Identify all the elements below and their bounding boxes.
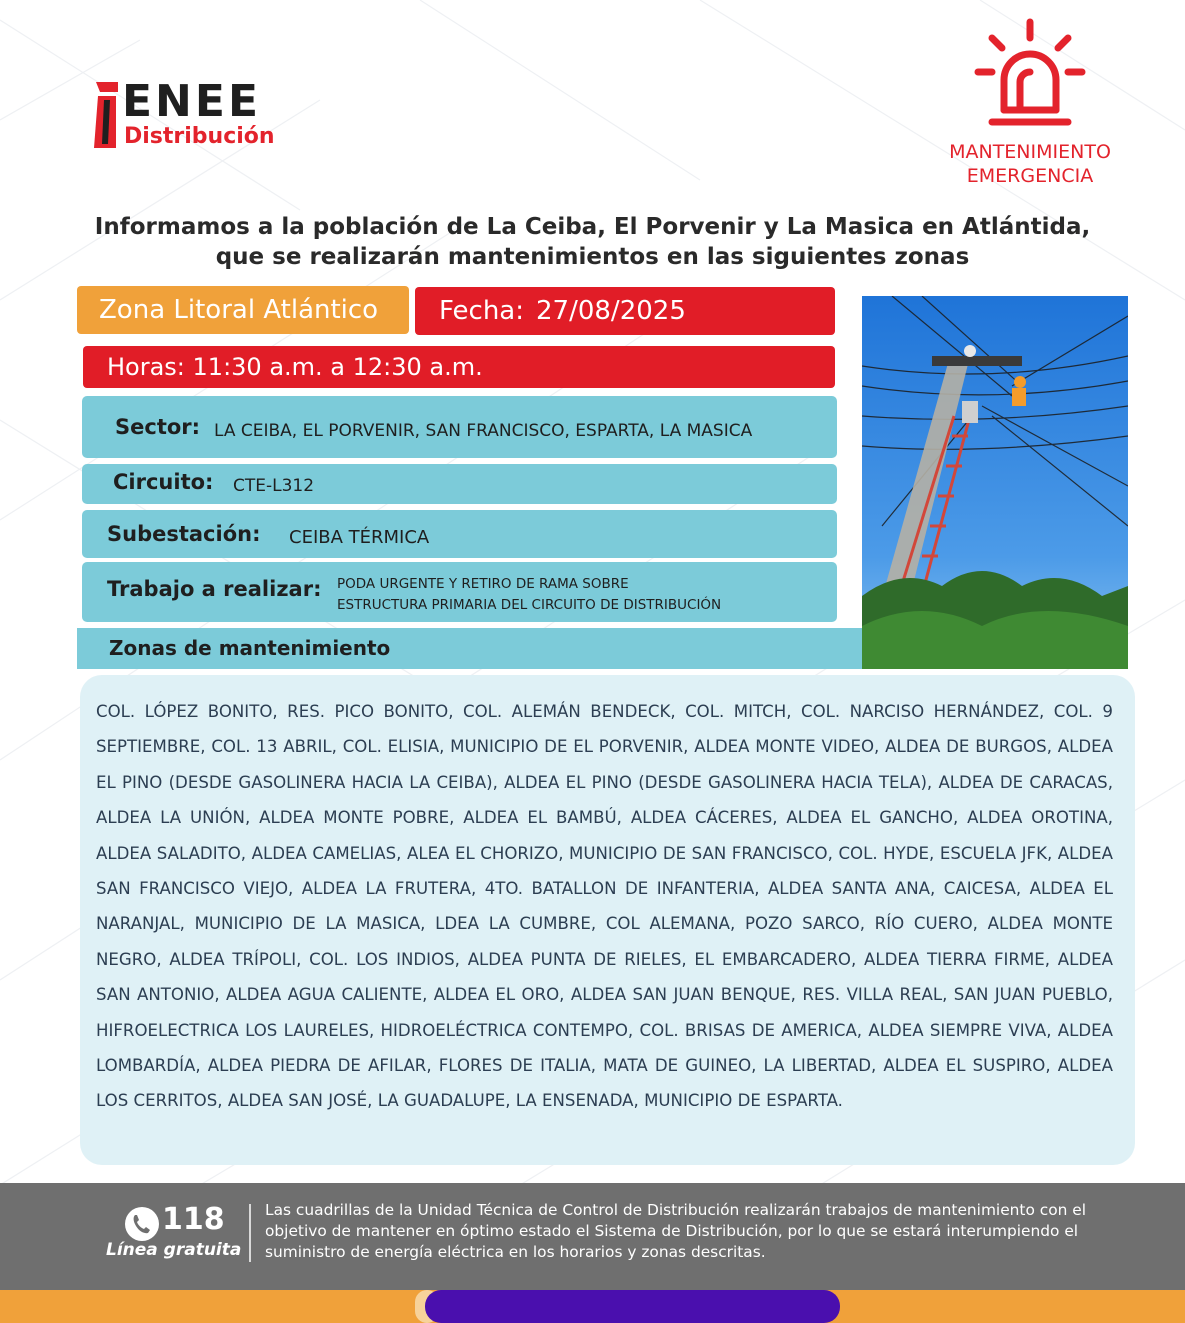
alarm-siren-icon	[970, 16, 1090, 132]
zonas-title: Zonas de mantenimiento	[77, 628, 862, 669]
headline-line2: que se realizarán mantenimientos en las siguientes zonas	[215, 244, 970, 270]
badge-line2: EMERGENCIA	[966, 165, 1094, 187]
trabajo-line1: PODA URGENTE Y RETIRO DE RAMA SOBRE	[337, 576, 629, 592]
subestacion-row	[82, 510, 837, 558]
trabajo-line2: ESTRUCTURA PRIMARIA DEL CIRCUITO DE DISTRIBUCIÓN	[337, 597, 722, 613]
fecha-pill	[415, 287, 835, 335]
horas-pill: Horas: 11:30 a.m. a 12:30 a.m.	[83, 346, 835, 388]
sector-value: LA CEIBA, EL PORVENIR, SAN FRANCISCO, ESPARTA, LA MASICA	[214, 421, 753, 441]
enee-logo	[92, 76, 322, 152]
badge-line1: MANTENIMIENTO	[949, 141, 1111, 163]
footer-text: Las cuadrillas de la Unidad Técnica de Control de Distribución realizarán trabajos de mantenimiento con el objetivo de mantener en óptimo estado el Sistema de Distribución, por lo que se estará interumpiendo el suministro de energía eléctrica en los horarios y zonas descritas.	[265, 1201, 1087, 1261]
phone-icon	[124, 1206, 160, 1242]
headline-line1: Informamos a la población de La Ceiba, El Porvenir y La Masica en Atlántida,	[94, 214, 1091, 240]
sector-row	[82, 396, 837, 458]
circuito-label: Circuito:	[113, 470, 214, 494]
phone-label: Línea gratuita	[106, 1240, 242, 1260]
enee-logo-mark	[92, 82, 118, 148]
logo-subtitle: Distribución	[124, 124, 275, 149]
phone-number: 118	[162, 1202, 225, 1237]
fecha-value: 27/08/2025	[536, 296, 686, 326]
subestacion-label: Subestación:	[107, 522, 261, 546]
fecha-label: Fecha:	[439, 296, 524, 326]
headline	[40, 212, 1145, 272]
zona-pill: Zona Litoral Atlántico	[77, 286, 409, 334]
sector-label: Sector:	[115, 415, 201, 439]
lineman-pole-photo	[862, 296, 1128, 669]
zonas-list: COL. LÓPEZ BONITO, RES. PICO BONITO, COL. ALEMÁN BENDECK, COL. MITCH, COL. NARCISO HERNÁNDEZ, COL. 9 SEPTIEMBRE, COL. 13 ABRIL, COL. ELISIA, MUNICIPIO DE EL PORVENIR, ALDEA MONTE VIDEO, ALDEA DE BURGOS, ALDEA EL PINO (DESDE GASOLINERA HACIA LA CEIBA), ALDEA EL PINO (DESDE GASOLINERA HACIA TELA), ALDEA DE CARACAS, ALDEA LA UNIÓN, ALDEA MONTE POBRE, ALDEA EL BAMBÚ, ALDEA CÁCERES, ALDEA EL GANCHO, ALDEA OROTINA, ALDEA SALADITO, ALDEA CAMELIAS, ALEA EL CHORIZO, MUNICIPIO DE SAN FRANCISCO, COL. HYDE, ESCUELA JFK, ALDEA SAN FRANCISCO VIEJO, ALDEA LA FRUTERA, 4TO. BATALLON DE INFANTERIA, ALDEA SANTA ANA, CAICESA, ALDEA EL NARANJAL, MUNICIPIO DE LA MASICA, LDEA LA CUMBRE, COL ALEMANA, POZO SARCO, RÍO CUERO, ALDEA MONTE NEGRO, ALDEA TRÍPOLI, COL. LOS INDIOS, ALDEA PUNTA DE RIELES, EL EMBARCADERO, ALDEA TIERRA FIRME, ALDEA SAN ANTONIO, ALDEA AGUA CALIENTE, ALDEA EL ORO, ALDEA SAN JUAN BENQUE, RES. VILLA REAL, SAN JUAN PUEBLO, HIFROELECTRICA LOS LAURELES, HIDROELÉCTRICA CONTEMPO, COL. BRISAS DE AMERICA, ALDEA SIEMPRE VIVA, ALDEA LOMBARDÍA, ALDEA PIEDRA DE AFILAR, FLORES DE ITALIA, MATA DE GUINEO, LA LIBERTAD, ALDEA EL SUSPIRO, ALDEA LOS CERRITOS, ALDEA SAN JOSÉ, LA GUADALUPE, LA ENSENADA, MUNICIPIO DE ESPARTA.	[96, 702, 1113, 1111]
footer-bar-purple	[425, 1290, 840, 1323]
circuito-row	[82, 464, 837, 504]
trabajo-row	[82, 562, 837, 622]
logo-brand: ENEE	[122, 76, 261, 127]
footer-divider	[249, 1204, 251, 1262]
emergency-badge	[930, 140, 1130, 188]
trabajo-value	[337, 574, 721, 616]
subestacion-value: CEIBA TÉRMICA	[289, 527, 430, 548]
circuito-value: CTE-L312	[233, 476, 315, 496]
trabajo-label: Trabajo a realizar:	[107, 577, 322, 601]
